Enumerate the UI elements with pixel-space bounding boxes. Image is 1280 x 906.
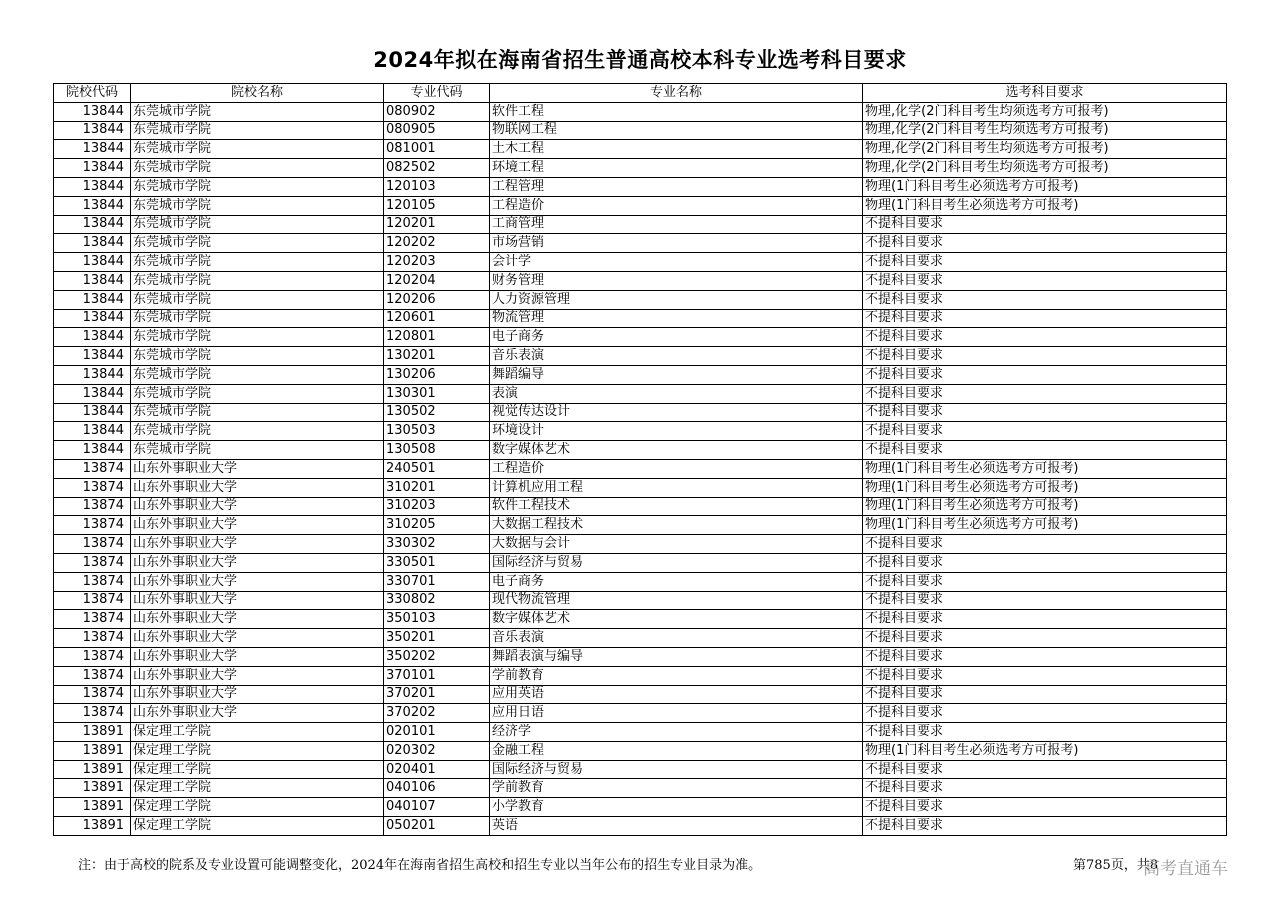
major-name-cell: 应用日语 <box>490 704 863 723</box>
major-name-cell: 软件工程 <box>490 102 863 121</box>
major-name-cell: 工商管理 <box>490 215 863 234</box>
column-header-school-name: 院校名称 <box>131 84 384 103</box>
school-code-cell: 13844 <box>54 196 131 215</box>
table-row <box>54 102 1227 121</box>
major-code-cell: 050201 <box>384 817 490 836</box>
major-code-cell: 120103 <box>384 177 490 196</box>
school-name-cell: 东莞城市学院 <box>131 403 384 422</box>
school-name-cell: 东莞城市学院 <box>131 234 384 253</box>
table-row <box>54 384 1227 403</box>
major-name-cell: 软件工程技术 <box>490 497 863 516</box>
subject-requirement-cell: 不提科目要求 <box>863 591 1227 610</box>
school-code-cell: 13844 <box>54 441 131 460</box>
subject-requirement-cell: 不提科目要求 <box>863 647 1227 666</box>
school-name-cell: 山东外事职业大学 <box>131 685 384 704</box>
subject-requirement-cell: 不提科目要求 <box>863 253 1227 272</box>
major-code-cell: 130301 <box>384 384 490 403</box>
major-code-cell: 120203 <box>384 253 490 272</box>
school-name-cell: 保定理工学院 <box>131 760 384 779</box>
school-name-cell: 山东外事职业大学 <box>131 535 384 554</box>
major-code-cell: 081001 <box>384 140 490 159</box>
subject-requirement-cell: 物理,化学(2门科目考生均须选考方可报考) <box>863 140 1227 159</box>
school-code-cell: 13844 <box>54 328 131 347</box>
major-code-cell: 020101 <box>384 723 490 742</box>
school-code-cell: 13874 <box>54 610 131 629</box>
subject-requirement-cell: 物理(1门科目考生必须选考方可报考) <box>863 177 1227 196</box>
subject-requirement-cell: 物理(1门科目考生必须选考方可报考) <box>863 497 1227 516</box>
school-name-cell: 保定理工学院 <box>131 817 384 836</box>
major-code-cell: 020401 <box>384 760 490 779</box>
major-code-cell: 130502 <box>384 403 490 422</box>
major-name-cell: 工程造价 <box>490 459 863 478</box>
column-header-subject-requirement: 选考科目要求 <box>863 84 1227 103</box>
major-code-cell: 130508 <box>384 441 490 460</box>
subject-requirement-cell: 不提科目要求 <box>863 723 1227 742</box>
major-name-cell: 工程管理 <box>490 177 863 196</box>
major-name-cell: 国际经济与贸易 <box>490 553 863 572</box>
major-code-cell: 120201 <box>384 215 490 234</box>
major-code-cell: 370201 <box>384 685 490 704</box>
subject-requirement-cell: 不提科目要求 <box>863 328 1227 347</box>
major-code-cell: 350202 <box>384 647 490 666</box>
subject-requirement-cell: 不提科目要求 <box>863 629 1227 648</box>
school-code-cell: 13844 <box>54 271 131 290</box>
table-row <box>54 779 1227 798</box>
table-row <box>54 234 1227 253</box>
major-code-cell: 310203 <box>384 497 490 516</box>
subject-requirement-cell: 不提科目要求 <box>863 365 1227 384</box>
major-name-cell: 音乐表演 <box>490 347 863 366</box>
major-name-cell: 数字媒体艺术 <box>490 610 863 629</box>
table-row <box>54 253 1227 272</box>
major-code-cell: 310201 <box>384 478 490 497</box>
major-code-cell: 310205 <box>384 516 490 535</box>
subject-requirement-cell: 物理,化学(2门科目考生均须选考方可报考) <box>863 159 1227 178</box>
major-name-cell: 物联网工程 <box>490 121 863 140</box>
table-row <box>54 629 1227 648</box>
school-name-cell: 东莞城市学院 <box>131 196 384 215</box>
major-code-cell: 120206 <box>384 290 490 309</box>
school-code-cell: 13874 <box>54 685 131 704</box>
subject-requirement-cell: 不提科目要求 <box>863 215 1227 234</box>
school-name-cell: 东莞城市学院 <box>131 271 384 290</box>
major-code-cell: 130503 <box>384 422 490 441</box>
school-code-cell: 13844 <box>54 177 131 196</box>
school-name-cell: 山东外事职业大学 <box>131 572 384 591</box>
subject-requirement-cell: 不提科目要求 <box>863 553 1227 572</box>
school-name-cell: 山东外事职业大学 <box>131 704 384 723</box>
subject-requirement-cell: 物理(1门科目考生必须选考方可报考) <box>863 741 1227 760</box>
table-row <box>54 535 1227 554</box>
table-row <box>54 159 1227 178</box>
subject-requirement-cell: 不提科目要求 <box>863 347 1227 366</box>
school-code-cell: 13844 <box>54 309 131 328</box>
school-name-cell: 山东外事职业大学 <box>131 610 384 629</box>
table-row <box>54 572 1227 591</box>
school-code-cell: 13891 <box>54 723 131 742</box>
major-code-cell: 330701 <box>384 572 490 591</box>
table-row <box>54 365 1227 384</box>
page-number: 第785页，共8 <box>1073 858 1159 873</box>
table-row <box>54 741 1227 760</box>
major-name-cell: 应用英语 <box>490 685 863 704</box>
school-name-cell: 东莞城市学院 <box>131 290 384 309</box>
subject-requirement-cell: 不提科目要求 <box>863 760 1227 779</box>
school-code-cell: 13874 <box>54 535 131 554</box>
major-name-cell: 电子商务 <box>490 328 863 347</box>
subject-requirement-cell: 物理,化学(2门科目考生均须选考方可报考) <box>863 102 1227 121</box>
table-row <box>54 817 1227 836</box>
school-code-cell: 13874 <box>54 478 131 497</box>
subject-requirement-cell: 不提科目要求 <box>863 422 1227 441</box>
major-code-cell: 330501 <box>384 553 490 572</box>
page-title: 2024年拟在海南省招生普通高校本科专业选考科目要求 <box>373 48 907 72</box>
school-name-cell: 保定理工学院 <box>131 798 384 817</box>
school-name-cell: 东莞城市学院 <box>131 328 384 347</box>
table-row <box>54 422 1227 441</box>
school-code-cell: 13844 <box>54 102 131 121</box>
school-code-cell: 13891 <box>54 779 131 798</box>
school-code-cell: 13874 <box>54 629 131 648</box>
major-code-cell: 120105 <box>384 196 490 215</box>
table-row <box>54 647 1227 666</box>
school-code-cell: 13874 <box>54 666 131 685</box>
school-name-cell: 山东外事职业大学 <box>131 629 384 648</box>
school-name-cell: 东莞城市学院 <box>131 309 384 328</box>
major-name-cell: 物流管理 <box>490 309 863 328</box>
major-code-cell: 040106 <box>384 779 490 798</box>
school-name-cell: 山东外事职业大学 <box>131 497 384 516</box>
major-code-cell: 350103 <box>384 610 490 629</box>
subject-requirement-cell: 物理(1门科目考生必须选考方可报考) <box>863 478 1227 497</box>
table-header-row <box>54 84 1227 103</box>
table-row <box>54 798 1227 817</box>
school-name-cell: 东莞城市学院 <box>131 177 384 196</box>
major-name-cell: 环境工程 <box>490 159 863 178</box>
school-code-cell: 13844 <box>54 140 131 159</box>
subject-requirement-cell: 不提科目要求 <box>863 441 1227 460</box>
table-row <box>54 271 1227 290</box>
watermark: 高考直通车 <box>1143 859 1228 879</box>
school-code-cell: 13891 <box>54 817 131 836</box>
school-code-cell: 13844 <box>54 403 131 422</box>
major-code-cell: 370101 <box>384 666 490 685</box>
subject-requirement-cell: 不提科目要求 <box>863 666 1227 685</box>
major-name-cell: 小学教育 <box>490 798 863 817</box>
school-code-cell: 13891 <box>54 741 131 760</box>
major-name-cell: 工程造价 <box>490 196 863 215</box>
subject-requirement-cell: 不提科目要求 <box>863 290 1227 309</box>
school-name-cell: 山东外事职业大学 <box>131 478 384 497</box>
major-code-cell: 120801 <box>384 328 490 347</box>
school-code-cell: 13874 <box>54 553 131 572</box>
major-code-cell: 130201 <box>384 347 490 366</box>
subject-requirement-cell: 不提科目要求 <box>863 685 1227 704</box>
table-row <box>54 497 1227 516</box>
school-code-cell: 13844 <box>54 384 131 403</box>
major-code-cell: 082502 <box>384 159 490 178</box>
table-row <box>54 290 1227 309</box>
subject-requirement-cell: 不提科目要求 <box>863 271 1227 290</box>
subject-requirement-cell: 不提科目要求 <box>863 704 1227 723</box>
major-name-cell: 视觉传达设计 <box>490 403 863 422</box>
school-code-cell: 13844 <box>54 365 131 384</box>
table-row <box>54 177 1227 196</box>
major-name-cell: 舞蹈表演与编导 <box>490 647 863 666</box>
major-name-cell: 电子商务 <box>490 572 863 591</box>
subject-requirement-cell: 不提科目要求 <box>863 384 1227 403</box>
subject-requirement-cell: 不提科目要求 <box>863 234 1227 253</box>
subject-requirement-cell: 物理(1门科目考生必须选考方可报考) <box>863 196 1227 215</box>
subject-requirement-cell: 物理(1门科目考生必须选考方可报考) <box>863 459 1227 478</box>
table-row <box>54 441 1227 460</box>
school-code-cell: 13844 <box>54 121 131 140</box>
school-name-cell: 东莞城市学院 <box>131 159 384 178</box>
school-code-cell: 13844 <box>54 422 131 441</box>
school-name-cell: 山东外事职业大学 <box>131 459 384 478</box>
subject-requirement-cell: 不提科目要求 <box>863 309 1227 328</box>
table-row <box>54 591 1227 610</box>
table-row <box>54 309 1227 328</box>
major-code-cell: 080902 <box>384 102 490 121</box>
school-code-cell: 13874 <box>54 647 131 666</box>
table-row <box>54 328 1227 347</box>
school-code-cell: 13874 <box>54 591 131 610</box>
column-header-school-code: 院校代码 <box>54 84 131 103</box>
major-name-cell: 舞蹈编导 <box>490 365 863 384</box>
table-row <box>54 760 1227 779</box>
subject-requirement-cell: 不提科目要求 <box>863 817 1227 836</box>
major-name-cell: 金融工程 <box>490 741 863 760</box>
table-row <box>54 610 1227 629</box>
table-row <box>54 723 1227 742</box>
major-name-cell: 经济学 <box>490 723 863 742</box>
requirements-table <box>53 83 1227 836</box>
major-name-cell: 现代物流管理 <box>490 591 863 610</box>
school-code-cell: 13874 <box>54 516 131 535</box>
footer-note: 注：由于高校的院系及专业设置可能调整变化，2024年在海南省招生高校和招生专业以当年公布的招生专业目录为准。 <box>78 858 762 873</box>
school-name-cell: 东莞城市学院 <box>131 253 384 272</box>
school-code-cell: 13844 <box>54 347 131 366</box>
major-code-cell: 080905 <box>384 121 490 140</box>
table-row <box>54 215 1227 234</box>
school-name-cell: 山东外事职业大学 <box>131 647 384 666</box>
major-name-cell: 人力资源管理 <box>490 290 863 309</box>
school-name-cell: 保定理工学院 <box>131 723 384 742</box>
school-code-cell: 13874 <box>54 572 131 591</box>
subject-requirement-cell: 不提科目要求 <box>863 572 1227 591</box>
school-name-cell: 东莞城市学院 <box>131 365 384 384</box>
major-name-cell: 表演 <box>490 384 863 403</box>
school-code-cell: 13844 <box>54 215 131 234</box>
school-name-cell: 山东外事职业大学 <box>131 553 384 572</box>
major-name-cell: 学前教育 <box>490 779 863 798</box>
table-row <box>54 516 1227 535</box>
table-row <box>54 403 1227 422</box>
major-name-cell: 学前教育 <box>490 666 863 685</box>
column-header-major-name: 专业名称 <box>490 84 863 103</box>
subject-requirement-cell: 不提科目要求 <box>863 779 1227 798</box>
school-code-cell: 13844 <box>54 290 131 309</box>
major-name-cell: 音乐表演 <box>490 629 863 648</box>
school-name-cell: 东莞城市学院 <box>131 441 384 460</box>
school-code-cell: 13844 <box>54 159 131 178</box>
school-code-cell: 13844 <box>54 253 131 272</box>
school-name-cell: 东莞城市学院 <box>131 384 384 403</box>
school-name-cell: 山东外事职业大学 <box>131 666 384 685</box>
major-name-cell: 大数据与会计 <box>490 535 863 554</box>
table-row <box>54 196 1227 215</box>
major-name-cell: 环境设计 <box>490 422 863 441</box>
subject-requirement-cell: 物理(1门科目考生必须选考方可报考) <box>863 516 1227 535</box>
table-row <box>54 666 1227 685</box>
school-name-cell: 山东外事职业大学 <box>131 516 384 535</box>
school-code-cell: 13891 <box>54 798 131 817</box>
column-header-major-code: 专业代码 <box>384 84 490 103</box>
school-code-cell: 13891 <box>54 760 131 779</box>
subject-requirement-cell: 物理,化学(2门科目考生均须选考方可报考) <box>863 121 1227 140</box>
table-row <box>54 553 1227 572</box>
school-name-cell: 东莞城市学院 <box>131 102 384 121</box>
major-name-cell: 大数据工程技术 <box>490 516 863 535</box>
major-name-cell: 会计学 <box>490 253 863 272</box>
school-code-cell: 13844 <box>54 234 131 253</box>
table-row <box>54 478 1227 497</box>
table-row <box>54 121 1227 140</box>
subject-requirement-cell: 不提科目要求 <box>863 610 1227 629</box>
table-row <box>54 685 1227 704</box>
school-name-cell: 东莞城市学院 <box>131 347 384 366</box>
table-row <box>54 347 1227 366</box>
major-code-cell: 120202 <box>384 234 490 253</box>
table-row <box>54 704 1227 723</box>
major-code-cell: 120204 <box>384 271 490 290</box>
major-name-cell: 财务管理 <box>490 271 863 290</box>
school-code-cell: 13874 <box>54 459 131 478</box>
school-code-cell: 13874 <box>54 704 131 723</box>
table-row <box>54 140 1227 159</box>
major-code-cell: 020302 <box>384 741 490 760</box>
school-name-cell: 东莞城市学院 <box>131 422 384 441</box>
major-code-cell: 370202 <box>384 704 490 723</box>
major-name-cell: 土木工程 <box>490 140 863 159</box>
major-code-cell: 040107 <box>384 798 490 817</box>
major-name-cell: 英语 <box>490 817 863 836</box>
major-name-cell: 计算机应用工程 <box>490 478 863 497</box>
subject-requirement-cell: 不提科目要求 <box>863 798 1227 817</box>
major-code-cell: 120601 <box>384 309 490 328</box>
subject-requirement-cell: 不提科目要求 <box>863 535 1227 554</box>
major-name-cell: 数字媒体艺术 <box>490 441 863 460</box>
school-name-cell: 东莞城市学院 <box>131 215 384 234</box>
table-row <box>54 459 1227 478</box>
school-name-cell: 保定理工学院 <box>131 741 384 760</box>
school-name-cell: 东莞城市学院 <box>131 140 384 159</box>
school-name-cell: 东莞城市学院 <box>131 121 384 140</box>
major-code-cell: 330302 <box>384 535 490 554</box>
school-name-cell: 山东外事职业大学 <box>131 591 384 610</box>
major-name-cell: 国际经济与贸易 <box>490 760 863 779</box>
major-code-cell: 130206 <box>384 365 490 384</box>
major-code-cell: 240501 <box>384 459 490 478</box>
major-code-cell: 350201 <box>384 629 490 648</box>
major-code-cell: 330802 <box>384 591 490 610</box>
school-code-cell: 13874 <box>54 497 131 516</box>
major-name-cell: 市场营销 <box>490 234 863 253</box>
subject-requirement-cell: 不提科目要求 <box>863 403 1227 422</box>
school-name-cell: 保定理工学院 <box>131 779 384 798</box>
